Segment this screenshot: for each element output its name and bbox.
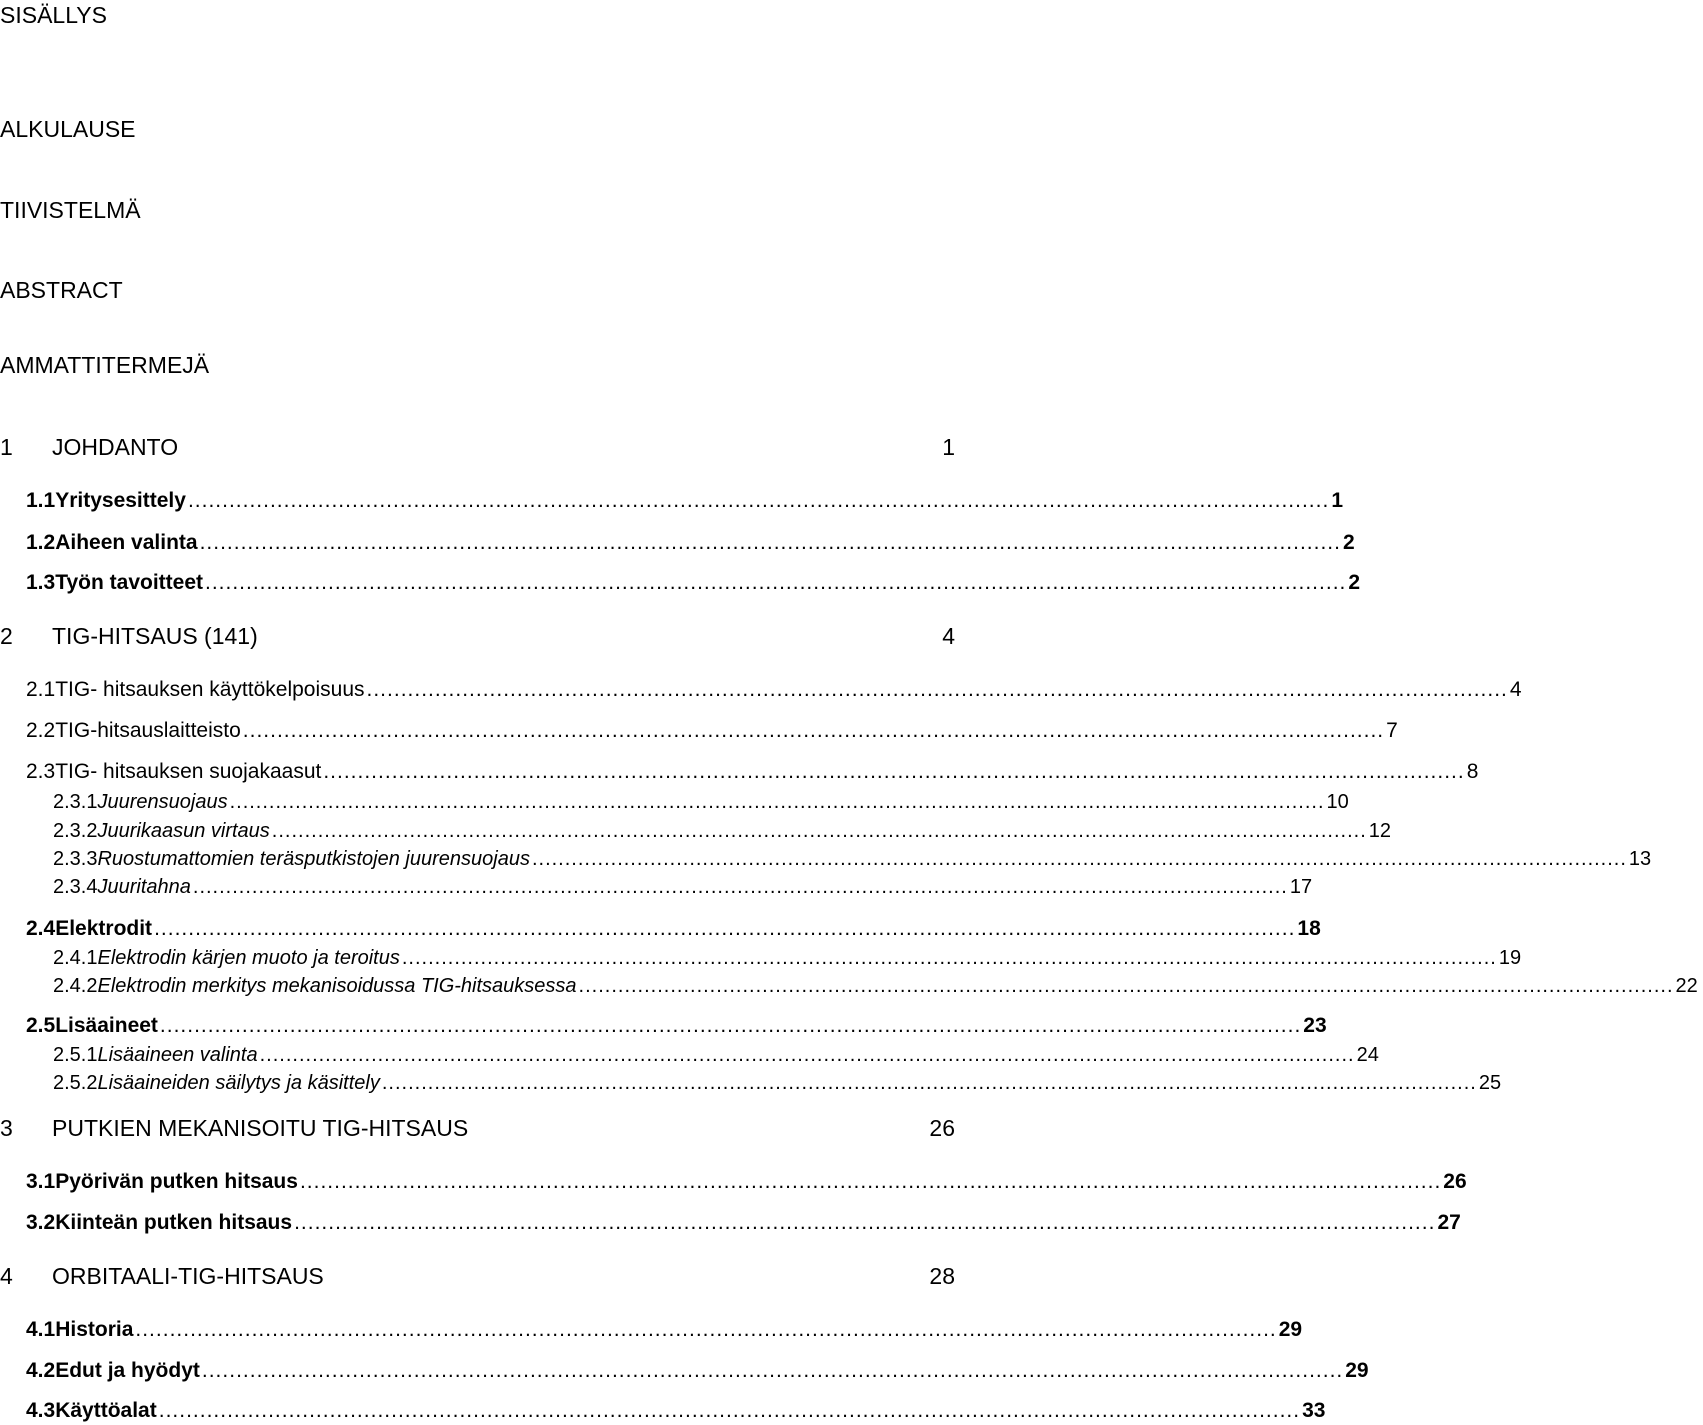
- entry-title: Elektrodin kärjen muoto ja teroitus: [97, 947, 400, 969]
- entry-number: 2.4.2: [53, 975, 98, 997]
- dot-leader: .......................................................................................................................................................................: [187, 489, 1330, 512]
- entry-title: Yritysesittely: [55, 489, 186, 512]
- entry-number: 3: [0, 1115, 13, 1141]
- entry-page: 18: [1297, 917, 1321, 940]
- entry-number: 2.3.3: [53, 848, 98, 870]
- entry-page: 7: [1386, 719, 1398, 742]
- toc-entry-2[interactable]: [0, 625, 960, 648]
- toc-heading: [0, 4, 960, 27]
- dot-leader: .......................................................................................................................................................................: [158, 1399, 1301, 1422]
- entry-number: 2.3.1: [53, 791, 98, 813]
- toc-entry-2-4-2[interactable]: [0, 975, 1698, 997]
- entry-number: 2: [0, 623, 13, 649]
- dot-leader: .......................................................................................................................................................................: [323, 760, 1465, 783]
- toc-entry-4-3[interactable]: [0, 1399, 1326, 1422]
- entry-page: 8: [1466, 760, 1479, 783]
- entry-title: TIG- hitsauksen käyttökelpoisuus: [55, 678, 365, 701]
- entry-title: PUTKIEN MEKANISOITU TIG-HITSAUS: [52, 1115, 469, 1141]
- dot-leader: .......................................................................................................................................................................: [199, 531, 1341, 554]
- entry-number: 1: [0, 434, 13, 460]
- entry-number: 3.2: [26, 1211, 56, 1234]
- front-matter-tiivistelma[interactable]: [0, 199, 960, 222]
- dot-leader: .......................................................................................................................................................................: [192, 876, 1288, 898]
- toc-entry-4-1[interactable]: [0, 1318, 1303, 1341]
- entry-page: 10: [1326, 791, 1349, 813]
- entry-title: ORBITAALI-TIG-HITSAUS: [52, 1263, 324, 1289]
- entry-number: 2.3: [26, 760, 56, 783]
- toc-entry-3-2[interactable]: [0, 1211, 1461, 1234]
- dot-leader: .......................................................................................................................................................................: [201, 1359, 1344, 1382]
- entry-title: Juurikaasun virtaus: [97, 820, 270, 842]
- entry-page: 19: [1498, 947, 1522, 969]
- dot-leader: .......................................................................................................................................................................: [366, 678, 1508, 701]
- toc-entry-4[interactable]: [0, 1265, 960, 1288]
- entry-page: 33: [1302, 1399, 1326, 1422]
- toc-entry-1-3[interactable]: [0, 571, 1361, 594]
- dot-leader: .......................................................................................................................................................................: [299, 1170, 1442, 1193]
- alkulause-label: ALKULAUSE: [0, 116, 136, 142]
- entry-title: TIG- hitsauksen suojakaasut: [55, 760, 322, 783]
- entry-page: 27: [1437, 1211, 1461, 1234]
- entry-title: Käyttöalat: [55, 1399, 157, 1422]
- entry-page: 23: [1303, 1014, 1327, 1037]
- entry-number: 2.2: [26, 719, 56, 742]
- toc-entry-2-2[interactable]: [0, 719, 1398, 742]
- dot-leader: .......................................................................................................................................................................: [159, 1014, 1302, 1037]
- entry-title: Lisäaineet: [55, 1014, 158, 1037]
- entry-number: 2.3.4: [53, 876, 98, 898]
- toc-entry-4-2[interactable]: [0, 1359, 1369, 1382]
- dot-leader: .......................................................................................................................................................................: [154, 917, 1296, 940]
- toc-entry-2-3-2[interactable]: [0, 820, 1392, 842]
- front-matter-abstract[interactable]: [0, 279, 960, 302]
- entry-number: 4.1: [26, 1318, 56, 1341]
- front-matter-ammattitermeja[interactable]: [0, 354, 960, 377]
- toc-entry-2-3[interactable]: [0, 760, 1479, 783]
- entry-title: Elektrodin merkitys mekanisoidussa TIG-hitsauksessa: [97, 975, 577, 997]
- entry-number: 2.3.2: [53, 820, 98, 842]
- entry-title: Lisäaineen valinta: [97, 1044, 258, 1066]
- heading-sisallys: SISÄLLYS: [0, 2, 107, 28]
- toc-entry-2-3-4[interactable]: [0, 876, 1313, 898]
- dot-leader: .......................................................................................................................................................................: [242, 719, 1385, 742]
- ammattitermeja-label: AMMATTITERMEJÄ: [0, 352, 210, 378]
- entry-page: 26: [1443, 1170, 1467, 1193]
- entry-page: 29: [1278, 1318, 1303, 1341]
- entry-number: 2.4: [26, 917, 56, 940]
- entry-page: 29: [1345, 1359, 1369, 1382]
- abstract-label: ABSTRACT: [0, 277, 123, 303]
- dot-leader: .......................................................................................................................................................................: [401, 947, 1497, 969]
- toc-entry-2-5-2[interactable]: [0, 1072, 1502, 1094]
- entry-number: 4.2: [26, 1359, 56, 1382]
- entry-page: 13: [1628, 848, 1652, 870]
- entry-page: 4: [942, 623, 955, 649]
- dot-leader: .......................................................................................................................................................................: [381, 1072, 1477, 1094]
- entry-number: 3.1: [26, 1170, 56, 1193]
- entry-number: 2.5.1: [53, 1044, 98, 1066]
- entry-number: 4: [0, 1263, 13, 1289]
- toc-entry-2-1[interactable]: [0, 678, 1522, 701]
- dot-leader: .......................................................................................................................................................................: [135, 1318, 1277, 1341]
- entry-title: Kiinteän putken hitsaus: [55, 1211, 293, 1234]
- entry-title: TIG-HITSAUS (141): [52, 623, 258, 649]
- entry-page: 25: [1478, 1072, 1502, 1094]
- entry-page: 4: [1509, 678, 1522, 701]
- dot-leader: .......................................................................................................................................................................: [578, 975, 1674, 997]
- entry-title: Juuritahna: [97, 876, 191, 898]
- entry-page: 22: [1675, 975, 1698, 997]
- toc-entry-1-1[interactable]: [0, 489, 1343, 512]
- entry-number: 2.5: [26, 1014, 56, 1037]
- entry-number: 4.3: [26, 1399, 56, 1422]
- dot-leader: .......................................................................................................................................................................: [531, 848, 1627, 870]
- dot-leader: .......................................................................................................................................................................: [271, 820, 1367, 842]
- entry-number: 2.4.1: [53, 947, 98, 969]
- toc-entry-2-5-1[interactable]: [0, 1044, 1379, 1066]
- entry-page: 12: [1368, 820, 1392, 842]
- entry-title: Pyörivän putken hitsaus: [55, 1170, 298, 1193]
- toc-entry-2-5[interactable]: [0, 1014, 1327, 1037]
- toc-entry-2-3-1[interactable]: [0, 791, 1349, 813]
- entry-page: 1: [942, 434, 955, 460]
- toc-entry-1[interactable]: [0, 436, 960, 459]
- entry-title: Aiheen valinta: [55, 531, 198, 554]
- entry-title: Edut ja hyödyt: [55, 1359, 200, 1382]
- entry-number: 2.5.2: [53, 1072, 98, 1094]
- toc-entry-2-3-3[interactable]: [0, 848, 1652, 870]
- toc-entry-2-4[interactable]: [0, 917, 1321, 940]
- dot-leader: .......................................................................................................................................................................: [259, 1044, 1355, 1066]
- front-matter-alkulause[interactable]: [0, 118, 960, 141]
- entry-number: 1.2: [26, 531, 56, 554]
- entry-title: Työn tavoitteet: [55, 571, 203, 594]
- tiivistelma-label: TIIVISTELMÄ: [0, 197, 141, 223]
- entry-title: TIG-hitsauslaitteisto: [55, 719, 241, 742]
- entry-number: 1.1: [26, 489, 56, 512]
- dot-leader: .......................................................................................................................................................................: [229, 791, 1325, 813]
- entry-page: 2: [1348, 571, 1361, 594]
- toc-entry-2-4-1[interactable]: [0, 947, 1522, 969]
- entry-page: 1: [1331, 489, 1343, 512]
- entry-title: JOHDANTO: [52, 434, 179, 460]
- entry-number: 1.3: [26, 571, 56, 594]
- toc-entry-1-2[interactable]: [0, 531, 1355, 554]
- dot-leader: .......................................................................................................................................................................: [294, 1211, 1436, 1234]
- entry-page: 2: [1342, 531, 1355, 554]
- entry-title: Ruostumattomien teräsputkistojen juurensuojaus: [97, 848, 530, 870]
- entry-page: 28: [929, 1263, 955, 1289]
- entry-title: Juurensuojaus: [97, 791, 228, 813]
- entry-title: Historia: [55, 1318, 134, 1341]
- toc-entry-3-1[interactable]: [0, 1170, 1467, 1193]
- entry-number: 2.1: [26, 678, 56, 701]
- entry-page: 24: [1356, 1044, 1379, 1066]
- toc-entry-3[interactable]: [0, 1117, 960, 1140]
- entry-page: 17: [1289, 876, 1313, 898]
- entry-title: Elektrodit: [55, 917, 153, 940]
- dot-leader: .......................................................................................................................................................................: [205, 571, 1347, 594]
- entry-page: 26: [929, 1115, 955, 1141]
- entry-title: Lisäaineiden säilytys ja käsittely: [97, 1072, 380, 1094]
